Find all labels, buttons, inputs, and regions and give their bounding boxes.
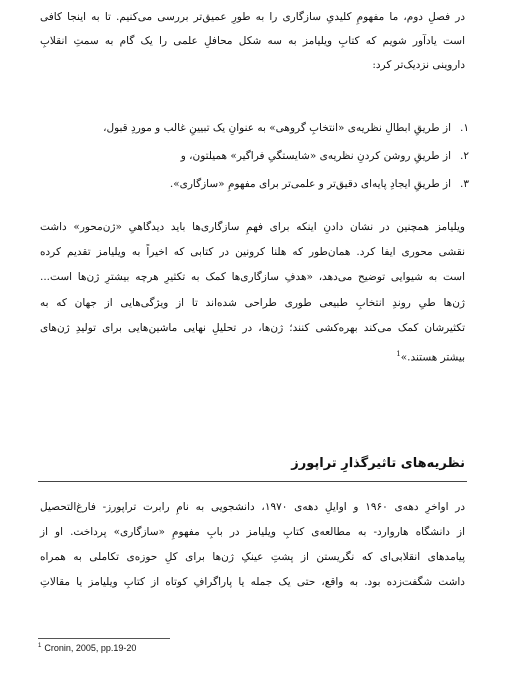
text-line-end: بیشتر هستند.»: [400, 351, 465, 364]
paragraph-trivers: [40, 500, 465, 610]
list-text: از طریقِ ابطالِ نظریه‌ی «انتخابِ گروهی» به عنوانِ یک تبیینِ غالب و موردِ قبول،: [103, 122, 451, 134]
list-number: ۲.: [460, 150, 469, 162]
footnote-separator: [38, 638, 170, 639]
text-line: [40, 347, 465, 365]
text-line: از دانشگاه هاروارد- به مطالعه‌ی کتابِ ویلیامز در بابِ مفهومِ «سازگاری» پرداخت. او از: [40, 526, 465, 538]
list-text: از طریقِ ایجادِ پایه‌ای دقیق‌تر و علمی‌تر برای مفهومِ «سازگاری».: [169, 178, 451, 190]
list-number: ۳.: [460, 178, 469, 190]
text-line: داروینی نزدیک‌تر کرد:: [372, 59, 465, 71]
text-line: پیامدهای انقلابی‌ای که نگریستن از پشتِ عینکِ ژن‌ها برای کلِ حوزه‌ی تکاملی به همراه: [40, 551, 465, 563]
text-line: در فصلِ دوم، ما مفهومِ کلیدیِ سازگاری را به طورِ عمیق‌تر بررسی می‌کنیم. تا به اینجا کافی: [40, 11, 465, 23]
list-text: از طریقِ روشن کردنِ نظریه‌ی «شایستگیِ فراگیر» همیلتون، و: [180, 150, 451, 162]
footnote-number: 1: [38, 643, 42, 649]
footnote-reference: 1: [396, 350, 401, 358]
text-line: ژن‌ها طیِ روندِ انتخابِ طبیعی طوری طراحی شده‌اند تا از ویژگی‌هایی از جهان که به: [40, 297, 465, 309]
text-line: است به شیوایی توضیح می‌دهد، «هدفِ سازگاری‌ها کمک به تکثیرِ هرچه بیشترِ ژن‌ها است...: [40, 271, 465, 283]
paragraph-williams: [40, 220, 465, 390]
list-number: ۱.: [460, 122, 469, 134]
text-line: ویلیامز همچنین در نشان دادنِ اینکه برای فهمِ سازگاری‌ها باید دیدگاهیِ «ژن‌محور» داشت: [40, 221, 465, 233]
text-line: در اواخرِ دهه‌ی ۱۹۶۰ و اوایلِ دهه‌ی ۱۹۷۰، دانشجویی به نامِ رابرت تراپورز- فارغ‌التحصیل: [40, 501, 465, 513]
footnote: [38, 643, 136, 653]
text-line: داشت شگفت‌زده بود. به واقع، حتی یک جمله یا پاراگرافِ کوتاه از کتابِ ویلیامز یا مقالاتِ: [40, 576, 465, 588]
footnote-text: Cronin, 2005, pp.19-20: [44, 643, 137, 653]
text-line: است یادآور شویم که کتابِ ویلیامز به سه شکل محافلِ علمی را یک گام به سمتِ انقلابِ: [40, 35, 465, 47]
paragraph-intro: [40, 10, 465, 100]
text-line: تکثیرشان کمک می‌کند بهره‌کشی کنند؛ ژن‌ها، در تحلیلِ نهایی ماشین‌هایی برای تولیدِ ژن‌های: [40, 322, 465, 334]
text-line: نقشی محوری ایفا کرد. همان‌طور که هلنا کرونین در کتابی که اخیراً به ویلیامز تقدیم کرده: [40, 246, 465, 258]
heading-rule: [38, 481, 467, 482]
section-heading: نظریه‌های تاثیرگذارِ تراپورز: [291, 456, 465, 471]
